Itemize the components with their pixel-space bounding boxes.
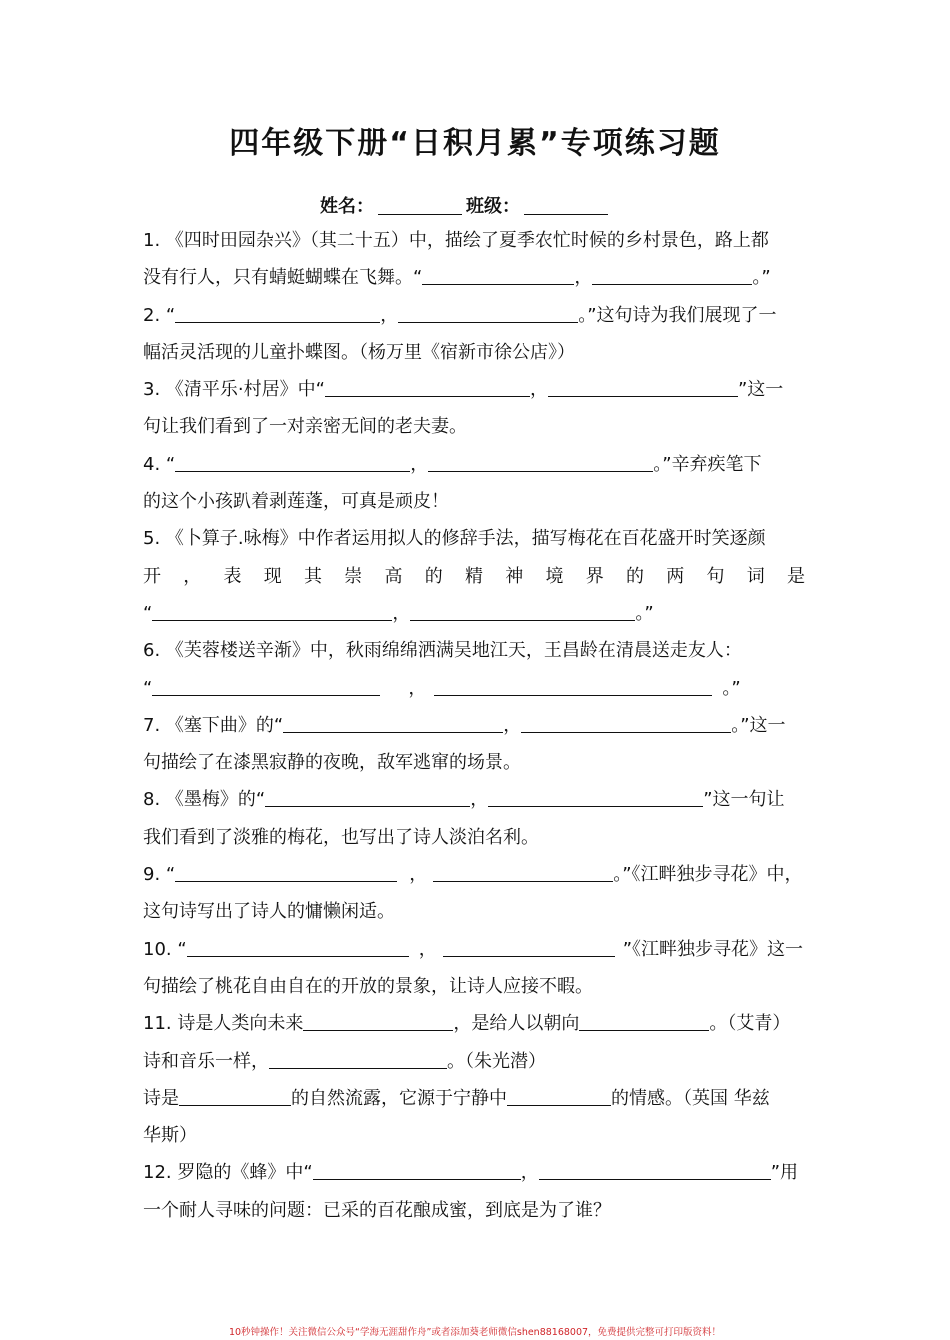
question-4-line-1: 4. “ ， 。”辛弃疾笔下	[143, 453, 762, 475]
answer-blank[interactable]	[325, 382, 530, 397]
question-2-line-2: 幅活灵活现的儿童扑蝶图。（杨万里《宿新市徐公店》）	[143, 341, 575, 363]
question-11-line-3: 诗是 的自然流露，它源于宁静中 的情感。（英国 华兹	[143, 1087, 770, 1109]
answer-blank[interactable]	[313, 1165, 521, 1180]
student-info-line	[320, 192, 612, 218]
answer-blank[interactable]	[434, 681, 712, 696]
question-8-line-1: 8. 《墨梅》的“ ， ”这一句让	[143, 789, 785, 811]
answer-blank[interactable]	[179, 1091, 291, 1106]
question-9-line-1: 9. “ ， 。”《江畔独步寻花》中，	[143, 864, 803, 886]
footer-notice: 10秒钟操作！关注微信公众号“学海无涯甜作舟”或者添加葵老师微信shen88168007，免费提供完整可打印版资料！	[228, 1327, 722, 1338]
question-1-line-1: 1. 《四时田园杂兴》（其二十五）中，描绘了夏季农忙时候的乡村景色，路上都	[143, 230, 769, 251]
question-7-line-1: 7. 《塞下曲》的“ ， 。”这一	[143, 714, 786, 736]
question-5-line-3: “ ， 。”	[143, 602, 654, 624]
answer-blank[interactable]	[592, 270, 752, 285]
answer-blank[interactable]	[175, 867, 397, 882]
question-11-line-1: 11. 诗是人类向未来 ，是给人以朝向 。（艾青）	[143, 1013, 791, 1035]
answer-blank[interactable]	[269, 1054, 447, 1069]
answer-blank[interactable]	[175, 457, 410, 472]
name-blank[interactable]	[378, 198, 462, 215]
answer-blank[interactable]	[410, 606, 635, 621]
answer-blank[interactable]	[422, 270, 574, 285]
question-12-line-2: 一个耐人寻味的问题：已采的百花酿成蜜，到底是为了谁？	[143, 1199, 611, 1221]
answer-blank[interactable]	[521, 718, 731, 733]
answer-blank[interactable]	[579, 1016, 709, 1031]
question-7-line-2: 句描绘了在漆黑寂静的夜晚，敌军逃窜的场景。	[143, 752, 521, 774]
answer-blank[interactable]	[303, 1016, 453, 1031]
question-9-line-2: 这句诗写出了诗人的慵懒闲适。	[143, 901, 395, 923]
question-10-line-1: 10. “ ， ”《江畔独步寻花》这一	[143, 938, 804, 960]
class-blank[interactable]	[524, 198, 608, 215]
answer-blank[interactable]	[548, 382, 738, 397]
question-11-line-2: 诗和音乐一样， 。（朱光潜）	[143, 1050, 546, 1072]
question-2-line-1: 2. “ ， 。”这句诗为我们展现了一	[143, 304, 777, 326]
question-3-line-1: 3. 《清平乐·村居》中“ ， ”这一	[143, 379, 784, 401]
answer-blank[interactable]	[265, 792, 470, 807]
question-8-line-2: 我们看到了淡雅的梅花，也写出了诗人淡泊名利。	[143, 826, 539, 848]
answer-blank[interactable]	[152, 606, 392, 621]
question-1-line-2: 没有行人，只有蜻蜓蝴蝶在飞舞。“ ， 。”	[143, 267, 771, 289]
question-5-line-1: 5. 《卜算子.咏梅》中作者运用拟人的修辞手法，描写梅花在百花盛开时笑逐颜	[143, 528, 766, 550]
question-4-line-2: 的这个小孩趴着剥莲蓬，可真是顽皮！	[143, 491, 449, 513]
answer-blank[interactable]	[488, 792, 703, 807]
question-6-line-1: 6. 《芙蓉楼送辛渐》中，秋雨绵绵洒满吴地江天，王昌龄在清晨送走友人：	[143, 640, 742, 662]
question-list	[143, 222, 805, 1229]
answer-blank[interactable]	[443, 942, 615, 957]
answer-blank[interactable]	[428, 457, 653, 472]
answer-blank[interactable]	[539, 1165, 771, 1180]
question-10-line-2: 句描绘了桃花自由自在的开放的景象，让诗人应接不暇。	[143, 975, 593, 997]
question-12-line-1: 12. 罗隐的《蜂》中“ ， ”用	[143, 1162, 799, 1184]
answer-blank[interactable]	[175, 308, 380, 323]
name-label: 姓名：	[320, 196, 374, 217]
question-3-line-2: 句让我们看到了一对亲密无间的老夫妻。	[143, 416, 467, 438]
question-11-line-4: 华斯）	[143, 1125, 197, 1147]
answer-blank[interactable]	[433, 867, 613, 882]
answer-blank[interactable]	[152, 681, 380, 696]
question-5-line-2: 开 ， 表 现 其 崇 高 的 精 神 境 界 的 两 句 词 是	[143, 565, 805, 587]
class-label: 班级：	[466, 196, 520, 217]
answer-blank[interactable]	[398, 308, 578, 323]
question-6-line-2: “ ， 。”	[143, 677, 741, 699]
answer-blank[interactable]	[283, 718, 503, 733]
page-title: 四年级下册“日积月累”专项练习题	[229, 126, 721, 161]
answer-blank[interactable]	[187, 942, 409, 957]
answer-blank[interactable]	[507, 1091, 611, 1106]
